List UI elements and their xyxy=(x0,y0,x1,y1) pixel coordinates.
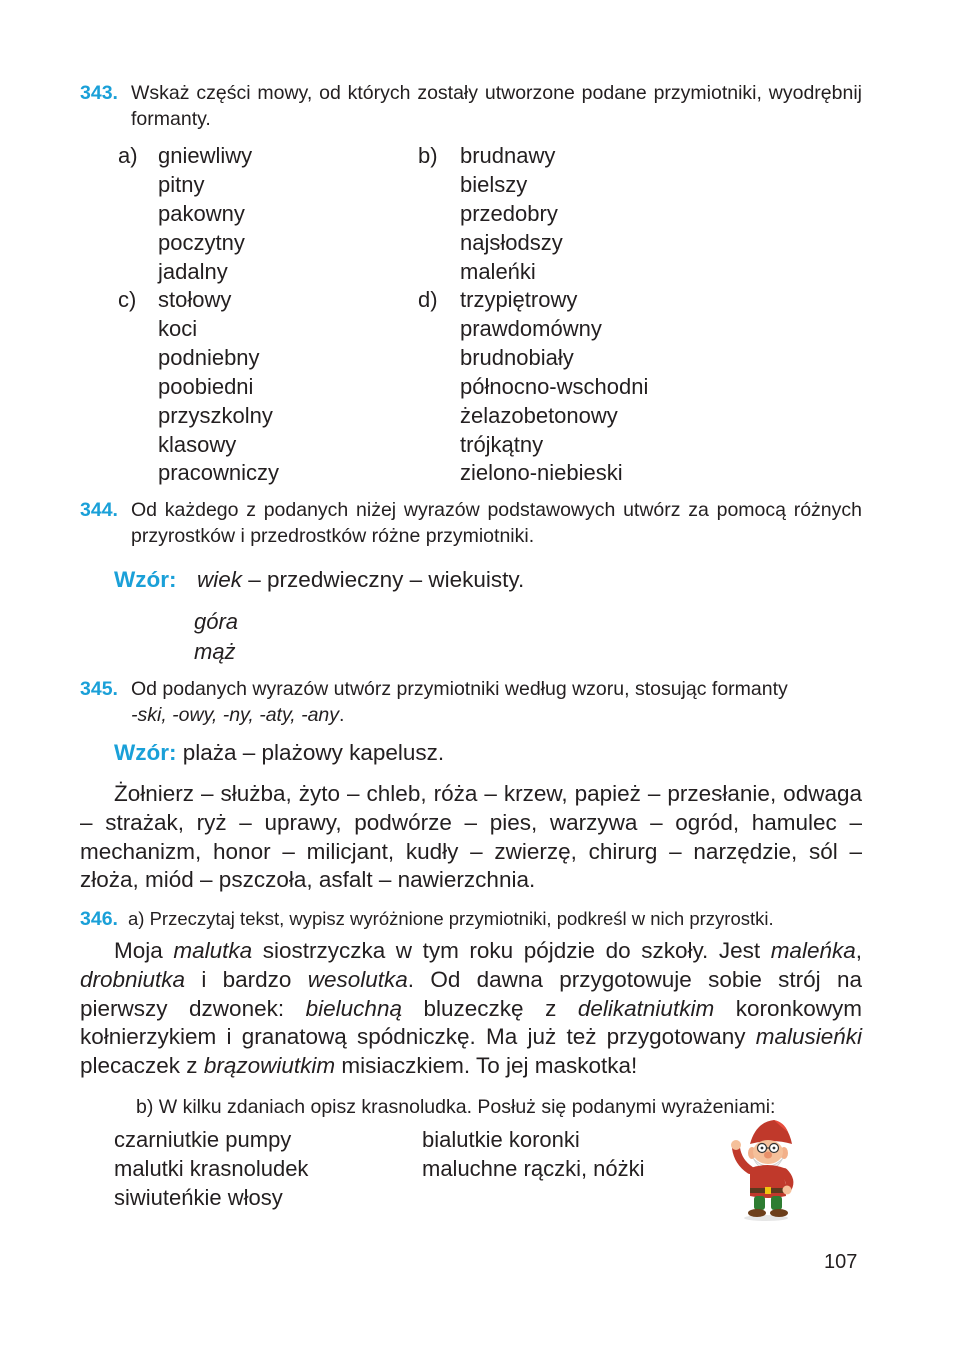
dwarf-illustration xyxy=(722,1118,802,1222)
story-text xyxy=(80,937,862,1081)
adjective-word: klasowy xyxy=(158,431,237,457)
adjective-word: maleńki xyxy=(460,258,536,284)
instruction-text: Wskaż części mowy, od których zostały utworzone podane przymiotniki, wyodrębnij formanty. xyxy=(131,82,862,130)
highlighted-adjective: maleńka xyxy=(770,938,856,963)
adjective-word: przedobry xyxy=(460,200,558,226)
phrase: bialutkie koronki xyxy=(422,1127,580,1152)
group-label-b: b) xyxy=(418,143,438,168)
story-segment: koronkowym kołnierzykiem i granatową spódniczkę. Ma już też przygotowany xyxy=(80,995,863,1050)
adjective-word: pakowny xyxy=(158,200,245,226)
adjective-word: poczytny xyxy=(158,229,245,255)
instruction-text: Od każdego z podanych niżej wyrazów podstawowych utwórz za pomocą różnych przyrostków i przedrostków różne przymiotniki. xyxy=(131,499,862,547)
exercise-number: 344. xyxy=(80,499,118,521)
adjective-word: gniewliwy xyxy=(158,143,253,168)
story-segment: plecaczek z xyxy=(80,1053,204,1079)
story-segment: i bardzo xyxy=(185,966,308,992)
adjective-word: zielono-niebieski xyxy=(460,460,623,486)
formant-list: -ski, -owy, -ny, -aty, -any xyxy=(131,704,340,726)
dwarf-icon xyxy=(722,1118,802,1222)
adjective-word: brudnawy xyxy=(460,143,556,168)
adjective-word: koci xyxy=(158,315,198,341)
exercise-346-instruction xyxy=(80,906,774,932)
wzor-label: Wzór: xyxy=(114,567,177,592)
exercise-345-instruction xyxy=(80,676,862,728)
adjective-word: jadalny xyxy=(158,258,228,284)
highlighted-adjective: malutka xyxy=(173,938,253,963)
exercise-number: 346. xyxy=(80,908,118,930)
wzor-text: plaża – plażowy kapelusz. xyxy=(176,740,445,765)
phrase: malutki krasnoludek xyxy=(114,1156,309,1181)
phrase: maluchne rączki, nóżki xyxy=(422,1156,645,1181)
highlighted-adjective: delikatniutkim xyxy=(577,995,715,1021)
adjective-word: północno-wschodni xyxy=(460,373,649,399)
story-segment: Moja xyxy=(114,938,174,963)
word-list-d xyxy=(460,286,648,488)
adjective-word: najsłodszy xyxy=(460,229,563,255)
wzor-label: Wzór: xyxy=(114,740,177,765)
highlighted-adjective: brązowiutkim xyxy=(203,1053,336,1079)
wzor-word: wiek xyxy=(197,567,243,592)
wzor-derivatives: – przedwieczny – wiekuisty. xyxy=(242,567,525,592)
adjective-word: bielszy xyxy=(460,171,528,197)
adjective-word: trójkątny xyxy=(460,431,544,457)
exercise-343-instruction xyxy=(80,80,862,132)
adjective-word: trzypiętrowy xyxy=(460,287,578,312)
base-word-list xyxy=(194,607,238,666)
exercise-344-instruction xyxy=(80,497,862,549)
highlighted-adjective: wesolutka xyxy=(307,966,408,992)
group-label-a: a) xyxy=(118,143,138,168)
adjective-word: poobiedni xyxy=(158,373,254,399)
phrase: siwiuteńkie włosy xyxy=(114,1185,283,1210)
adjective-word: stołowy xyxy=(158,287,232,312)
adjective-word: podniebny xyxy=(158,344,260,370)
adjective-word: przyszkolny xyxy=(158,402,273,428)
highlighted-adjective: malusieńki xyxy=(755,1024,862,1050)
story-segment: siostrzyczka w tym roku pójdzie do szkoły. Jest xyxy=(252,938,771,963)
group-label-c: c) xyxy=(118,287,137,312)
adjective-word: prawdomówny xyxy=(460,315,602,341)
phrase-list-left xyxy=(114,1125,308,1212)
adjective-word: pracowniczy xyxy=(158,460,280,486)
word-list-a xyxy=(158,142,252,287)
story-segment: . Od dawna przygotowuje sobie strój na pierwszy dzwonek: xyxy=(80,966,862,1021)
group-label-d: d) xyxy=(418,287,438,312)
page-number: 107 xyxy=(824,1251,858,1273)
wzor-example xyxy=(114,739,444,768)
exercise-number: 343. xyxy=(80,82,118,104)
base-word: mąż xyxy=(194,638,236,664)
highlighted-adjective: drobniutka xyxy=(80,966,186,992)
exercise-number: 345. xyxy=(80,678,118,700)
wzor-example xyxy=(114,566,524,595)
story-segment: misiaczkiem. To jej maskotka! xyxy=(335,1053,638,1079)
word-pairs-text: Żołnierz – służba, żyto – chleb, róża – krzew, papież – przesłanie, odwaga – strażak, ryż – uprawy, podwórze – pies, warzywa – ogród, hamulec – mechanizm, honor – milicjant, kudły – zwierzę, chirurg – narzędzie, sól – złoża, miód – pszczoła, asfalt – nawierzchnia. xyxy=(80,781,862,893)
base-word: góra xyxy=(194,609,239,634)
word-list-b xyxy=(460,142,563,287)
phrase: czarniutkie pumpy xyxy=(114,1127,292,1152)
adjective-word: pitny xyxy=(158,171,205,197)
adjective-word: brudnobiały xyxy=(460,344,574,370)
story-segment: , xyxy=(855,938,862,963)
highlighted-adjective: bieluchną xyxy=(305,995,402,1021)
part-a-instruction: a) Przeczytaj tekst, wypisz wyróżnione przymiotniki, podkreśl w nich przyrostki. xyxy=(128,908,774,929)
part-b-instruction: b) W kilku zdaniach opisz krasnoludka. Posłuż się podanymi wyrażeniami: xyxy=(136,1096,776,1118)
instruction-text xyxy=(131,676,862,728)
adjective-word: żelazobetonowy xyxy=(460,402,618,428)
word-list-c xyxy=(158,286,279,488)
phrase-list-right xyxy=(422,1125,645,1183)
instruction-main: Od podanych wyrazów utwórz przymiotniki według wzoru, stosując formanty xyxy=(131,678,788,700)
instruction-end: . xyxy=(339,704,345,726)
story-segment: bluzeczkę z xyxy=(401,995,578,1021)
